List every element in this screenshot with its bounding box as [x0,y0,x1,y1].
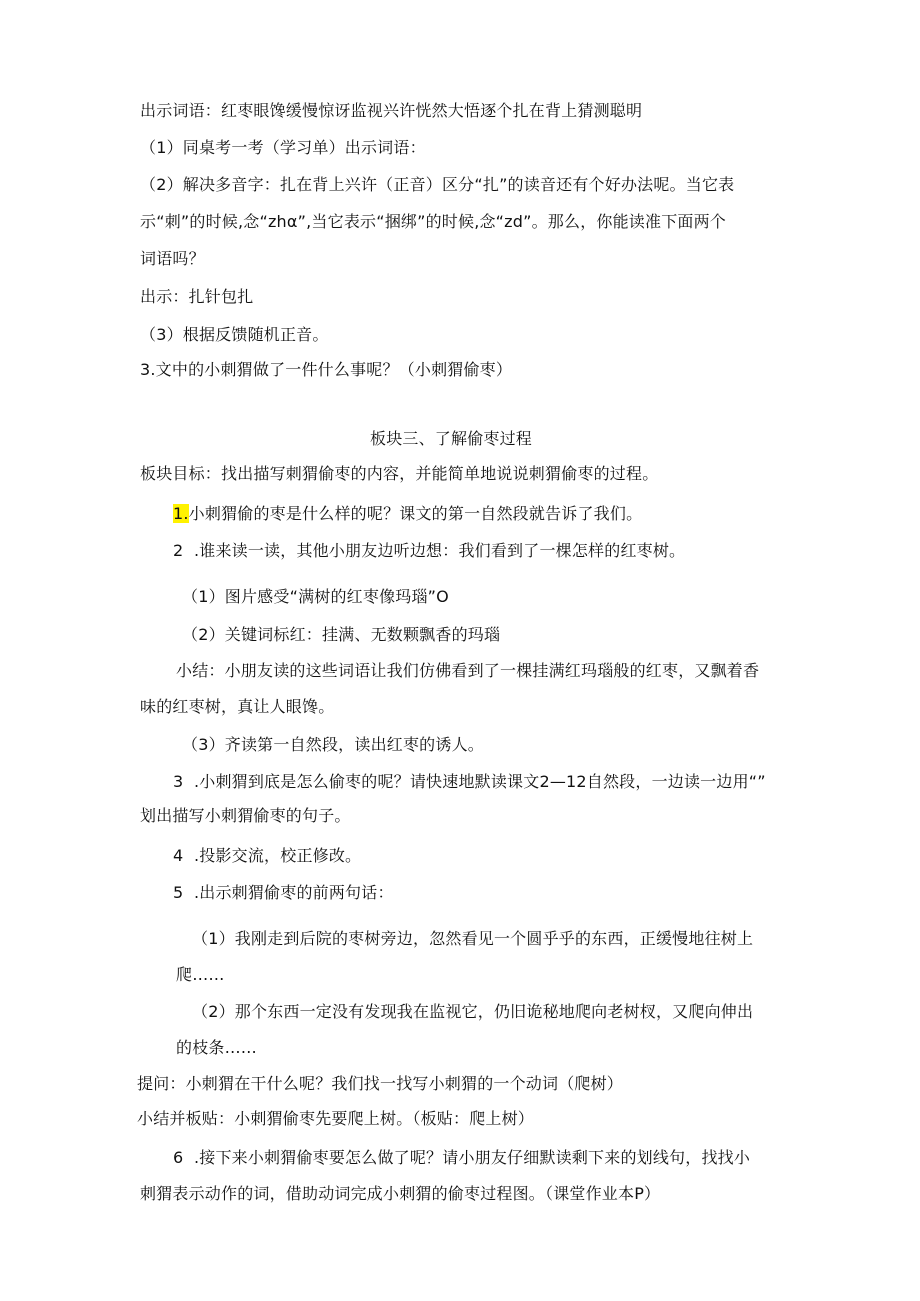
step-3-line: （3）根据反馈随机正音。 [140,325,329,344]
quote-2-line-cont: 的枝条…… [176,1038,258,1057]
item-2-sub-2: （2）关键词标红：挂满、无数颗飘香的玛瑙 [182,625,501,644]
step-2-line: （2）解决多音字：扎在背上兴许（正音）区分“扎”的读音还有个好办法呢。当它表 [140,175,735,194]
quote-1-line: （1）我刚走到后院的枣树旁边，忽然看见一个圆乎乎的东西，正缓慢地往树上 [192,929,754,948]
item-1-line [173,503,642,525]
item-5-line: 5 .出示刺猬偷枣的前两句话： [173,883,394,902]
item-4-line: 4 .投影交流，校正修改。 [173,846,362,865]
item-3-line-cont: 划出描写小刺猬偷枣的句子。 [140,806,351,825]
item-1-text: 小刺猬偷的枣是什么样的呢？课文的第一自然段就告诉了我们。 [188,504,643,523]
section-goal: 板块目标：找出描写刺猬偷枣的内容，并能简单地说说刺猬偷枣的过程。 [140,464,659,483]
item-1-number: 1. [173,504,189,523]
question-3-line: 3.文中的小刺猬做了一件什么事呢？（小刺猬偷枣） [140,360,513,379]
item-2-line: 2 .谁来读一读，其他小朋友边听边想：我们看到了一棵怎样的红枣树。 [173,541,686,560]
vocabulary-line: 出示词语：红枣眼馋缓慢惊讶监视兴许恍然大悟逐个扎在背上猜测聪明 [140,101,643,120]
quote-2-line: （2）那个东西一定没有发现我在监视它，仍旧诡秘地爬向老树杈，又爬向伸出 [192,1002,754,1021]
show-words-line: 出示：扎针包扎 [140,287,254,306]
item-6-line-cont: 刺猬表示动作的词，借助动词完成小刺猬的偷枣过程图。（课堂作业本P） [140,1184,661,1203]
summary-line: 小结：小朋友读的这些词语让我们仿佛看到了一棵挂满红玛瑙般的红枣，又飘着香 [176,661,760,680]
quote-1-line-cont: 爬…… [176,965,225,984]
ask-line: 提问：小刺猬在干什么呢？我们找一找写小刺猬的一个动词（爬树） [137,1074,624,1093]
step-1-line: （1）同桌考一考（学习单）出示词语： [140,138,426,157]
item-2-sub-3: （3）齐读第一自然段，读出红枣的诱人。 [182,735,484,754]
item-3-line: 3 .小刺猬到底是怎么偷枣的呢？请快速地默读课文2—12自然段，一边读一边用“” [173,772,766,791]
item-2-sub-1: （1）图片感受“满树的红枣像玛瑙”O [182,587,449,606]
item-6-line: 6 .接下来小刺猬偷枣要怎么做了呢？请小朋友仔细默读剩下来的划线句，找找小 [173,1148,751,1167]
step-2-line-cont: 示“刺”的时候,念“zhα”,当它表示“捆绑”的时候,念“zd”。那么，你能读准下面两个 [140,212,727,231]
section-heading: 板块三、了解偷枣过程 [370,429,533,448]
step-2-line-end: 词语吗？ [140,249,205,268]
board-summary-line: 小结并板贴：小刺猬偷枣先要爬上树。（板贴：爬上树） [137,1109,535,1128]
summary-line-cont: 味的红枣树，真让人眼馋。 [140,697,335,716]
